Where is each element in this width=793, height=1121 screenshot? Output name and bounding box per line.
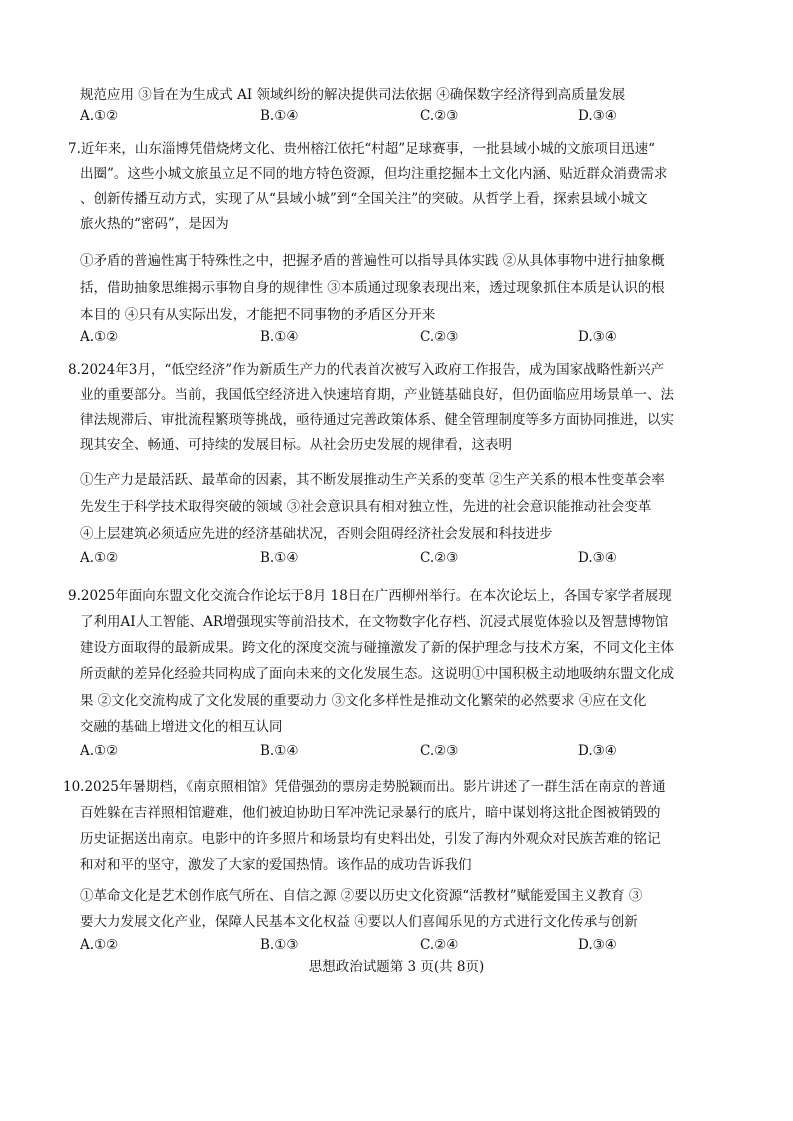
q8-stem-line: 8.2024年3月，“低空经济”作为新质生产力的代表首次被写入政府工作报告，成为国家战略性新兴产 <box>68 362 665 378</box>
q8-choice-c: C.②③ <box>420 550 459 566</box>
q7-stem-line: 出圈”。这些小城文旅虽立足不同的地方特色资源，但均注重挖掘本土文化内涵、贴近群众消费需求 <box>80 166 668 182</box>
top-continuation-line: 规范应用 ③旨在为生成式 AI 领域纠纷的解决提供司法依据 ④确保数字经济得到高质量发展 <box>80 87 626 103</box>
q10-statement-line: 要大力发展文化产业，保障人民基本文化权益 ④要以人们喜闻乐见的方式进行文化传承与创新 <box>80 914 638 930</box>
top-choice-b: B.①④ <box>260 108 299 124</box>
q7-stem-line: 、创新传播互动方式，实现了从“县域小城”到“全国关注”的突破。从哲学上看，探索县域小城文 <box>80 191 648 207</box>
q7-statement-line: 本目的 ④只有从实际出发，才能把不同事物的矛盾区分开来 <box>80 307 436 323</box>
q9-choice-b: B.①④ <box>260 743 299 759</box>
q8-choice-b: B.①④ <box>260 550 299 566</box>
q7-choice-d: D.③④ <box>578 329 617 345</box>
q8-statement-line: ①生产力是最活跃、最革命的因素，其不断发展推动生产关系的变革 ②生产关系的根本性变革会率 <box>80 472 665 488</box>
q8-stem-line: 现其安全、畅通、可持续的发展目标。从社会历史发展的规律看，这表明 <box>80 437 512 453</box>
q7-stem-line: 7.近年来，山东淄博凭借烧烤文化、贵州榕江依托“村超”足球赛事，一批县域小城的文旅项目迅速“ <box>68 141 656 157</box>
q7-choice-c: C.②③ <box>420 329 459 345</box>
q7-choice-b: B.①④ <box>260 329 299 345</box>
page-footer: 思想政治试题第 3 页(共 8页) <box>308 959 485 975</box>
q7-stem-line: 旅火热的“密码”，是因为 <box>80 216 229 232</box>
q8-stem-line: 律法规滞后、审批流程繁琐等挑战，亟待通过完善政策体系、健全管理制度等多方面协同推进，以实 <box>80 412 674 428</box>
q10-choice-a: A.①② <box>80 937 119 953</box>
top-choice-c: C.②③ <box>420 108 459 124</box>
q9-stem-line: 9.2025年面向东盟文化交流合作论坛于8月 18日在广西柳州举行。在本次论坛上，各国专家学者展现 <box>68 588 672 604</box>
q9-choice-a: A.①② <box>80 743 119 759</box>
q9-choice-c: C.②③ <box>420 743 459 759</box>
q10-statement-line: ①革命文化是艺术创作底气所在、自信之源 ②要以历史文化资源“活教材”赋能爱国主义教育 ③ <box>80 888 643 904</box>
q10-choice-b: B.①③ <box>260 937 299 953</box>
q8-statement-line: 先发生于科学技术取得突破的领域 ③社会意识具有相对独立性，先进的社会意识能推动社会变革 <box>80 499 652 515</box>
q9-stem-line: 建设方面取得的最新成果。跨文化的深度交流与碰撞激发了新的保护理念与技术方案，不同文化主体 <box>80 640 674 656</box>
q8-choice-a: A.①② <box>80 550 119 566</box>
q9-stem-line: 所贡献的差异化经验共同构成了面向未来的文化发展生态。这说明①中国积极主动地吸纳东盟文化成 <box>80 666 674 682</box>
q10-stem-line: 百姓躲在吉祥照相馆避难，他们被迫协助日军冲洗记录暴行的底片，暗中谋划将这批企图被销毁的 <box>80 805 661 821</box>
q8-stem-line: 业的重要部分。当前，我国低空经济进入快速培育期，产业链基础良好，但仍面临应用场景单一、法 <box>80 387 674 403</box>
q10-choice-c: C.②④ <box>420 937 459 953</box>
q9-stem-line: 了利用AI人工智能、AR增强现实等前沿技术，在文物数字化存档、沉浸式展览体验以及智慧博物馆 <box>80 614 669 630</box>
q10-choice-d: D.③④ <box>578 937 617 953</box>
q7-choice-a: A.①② <box>80 329 119 345</box>
top-choice-d: D.③④ <box>578 108 617 124</box>
top-choice-a: A.①② <box>80 108 119 124</box>
q8-statement-line: ④上层建筑必须适应先进的经济基础状况，否则会阻碍经济社会发展和科技进步 <box>80 526 553 542</box>
q9-stem-line: 果 ②文化交流构成了文化发展的重要动力 ③文化多样性是推动文化繁荣的必然要求 ④应在文化 <box>80 693 647 709</box>
q7-statement-line: ①矛盾的普遍性寓于特殊性之中，把握矛盾的普遍性可以指导具体实践 ②从具体事物中进行抽象概 <box>80 253 665 269</box>
q7-statement-line: 括，借助抽象思维揭示事物自身的规律性 ③本质通过现象表现出来，透过现象抓住本质是认识的根 <box>80 280 665 296</box>
q9-choice-d: D.③④ <box>578 743 617 759</box>
q8-choice-d: D.③④ <box>578 550 617 566</box>
q9-stem-line: 交融的基础上增进文化的相互认同 <box>80 719 283 735</box>
q10-stem-line: 历史证据送出南京。电影中的许多照片和场景均有史料出处，引发了海内外观众对民族苦难的铭记 <box>80 831 661 847</box>
q10-stem-line: 10.2025年暑期档，《南京照相馆》凭借强劲的票房走势脱颖而出。影片讲述了一群生活在南京的普通 <box>63 779 666 795</box>
q10-stem-line: 和对和平的坚守，激发了大家的爱国热情。该作品的成功告诉我们 <box>80 857 472 873</box>
